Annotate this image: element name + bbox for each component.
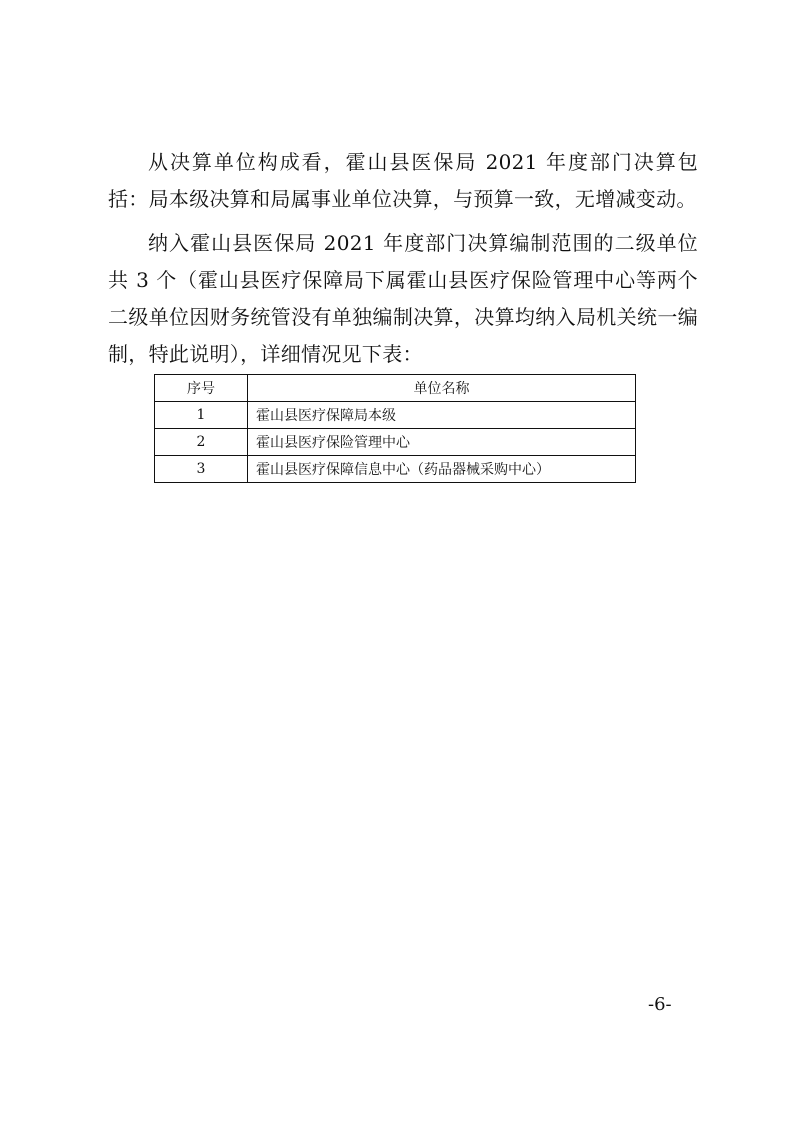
paragraph-unit-composition: 从决算单位构成看，霍山县医保局 2021 年度部门决算包括：局本级决算和局属事业单位决算，与预算一致，无增减变动。 [108,150,698,211]
header-index: 序号 [155,375,248,402]
header-unit-name: 单位名称 [248,375,636,402]
row-index: 2 [155,429,248,456]
row-index: 1 [155,402,248,429]
row-unit-name: 霍山县医疗保险管理中心 [248,429,636,456]
table-row [155,429,636,456]
table-row [155,402,636,429]
table-row [155,456,636,483]
row-unit-name: 霍山县医疗保障信息中心（药品器械采购中心） [248,456,636,483]
page-number: -6- [648,994,672,1015]
paragraph-secondary-units: 纳入霍山县医保局 2021 年度部门决算编制范围的二级单位共 3 个（霍山县医疗保障局下属霍山县医疗保险管理中心等两个二级单位因财务统管没有单独编制决算，决算均纳入局机关统一编制，特此说明），详细情况见下表： [108,231,698,366]
units-table [154,374,636,483]
row-index: 3 [155,456,248,483]
table-header-row [155,375,636,402]
row-unit-name: 霍山县医疗保障局本级 [248,402,636,429]
